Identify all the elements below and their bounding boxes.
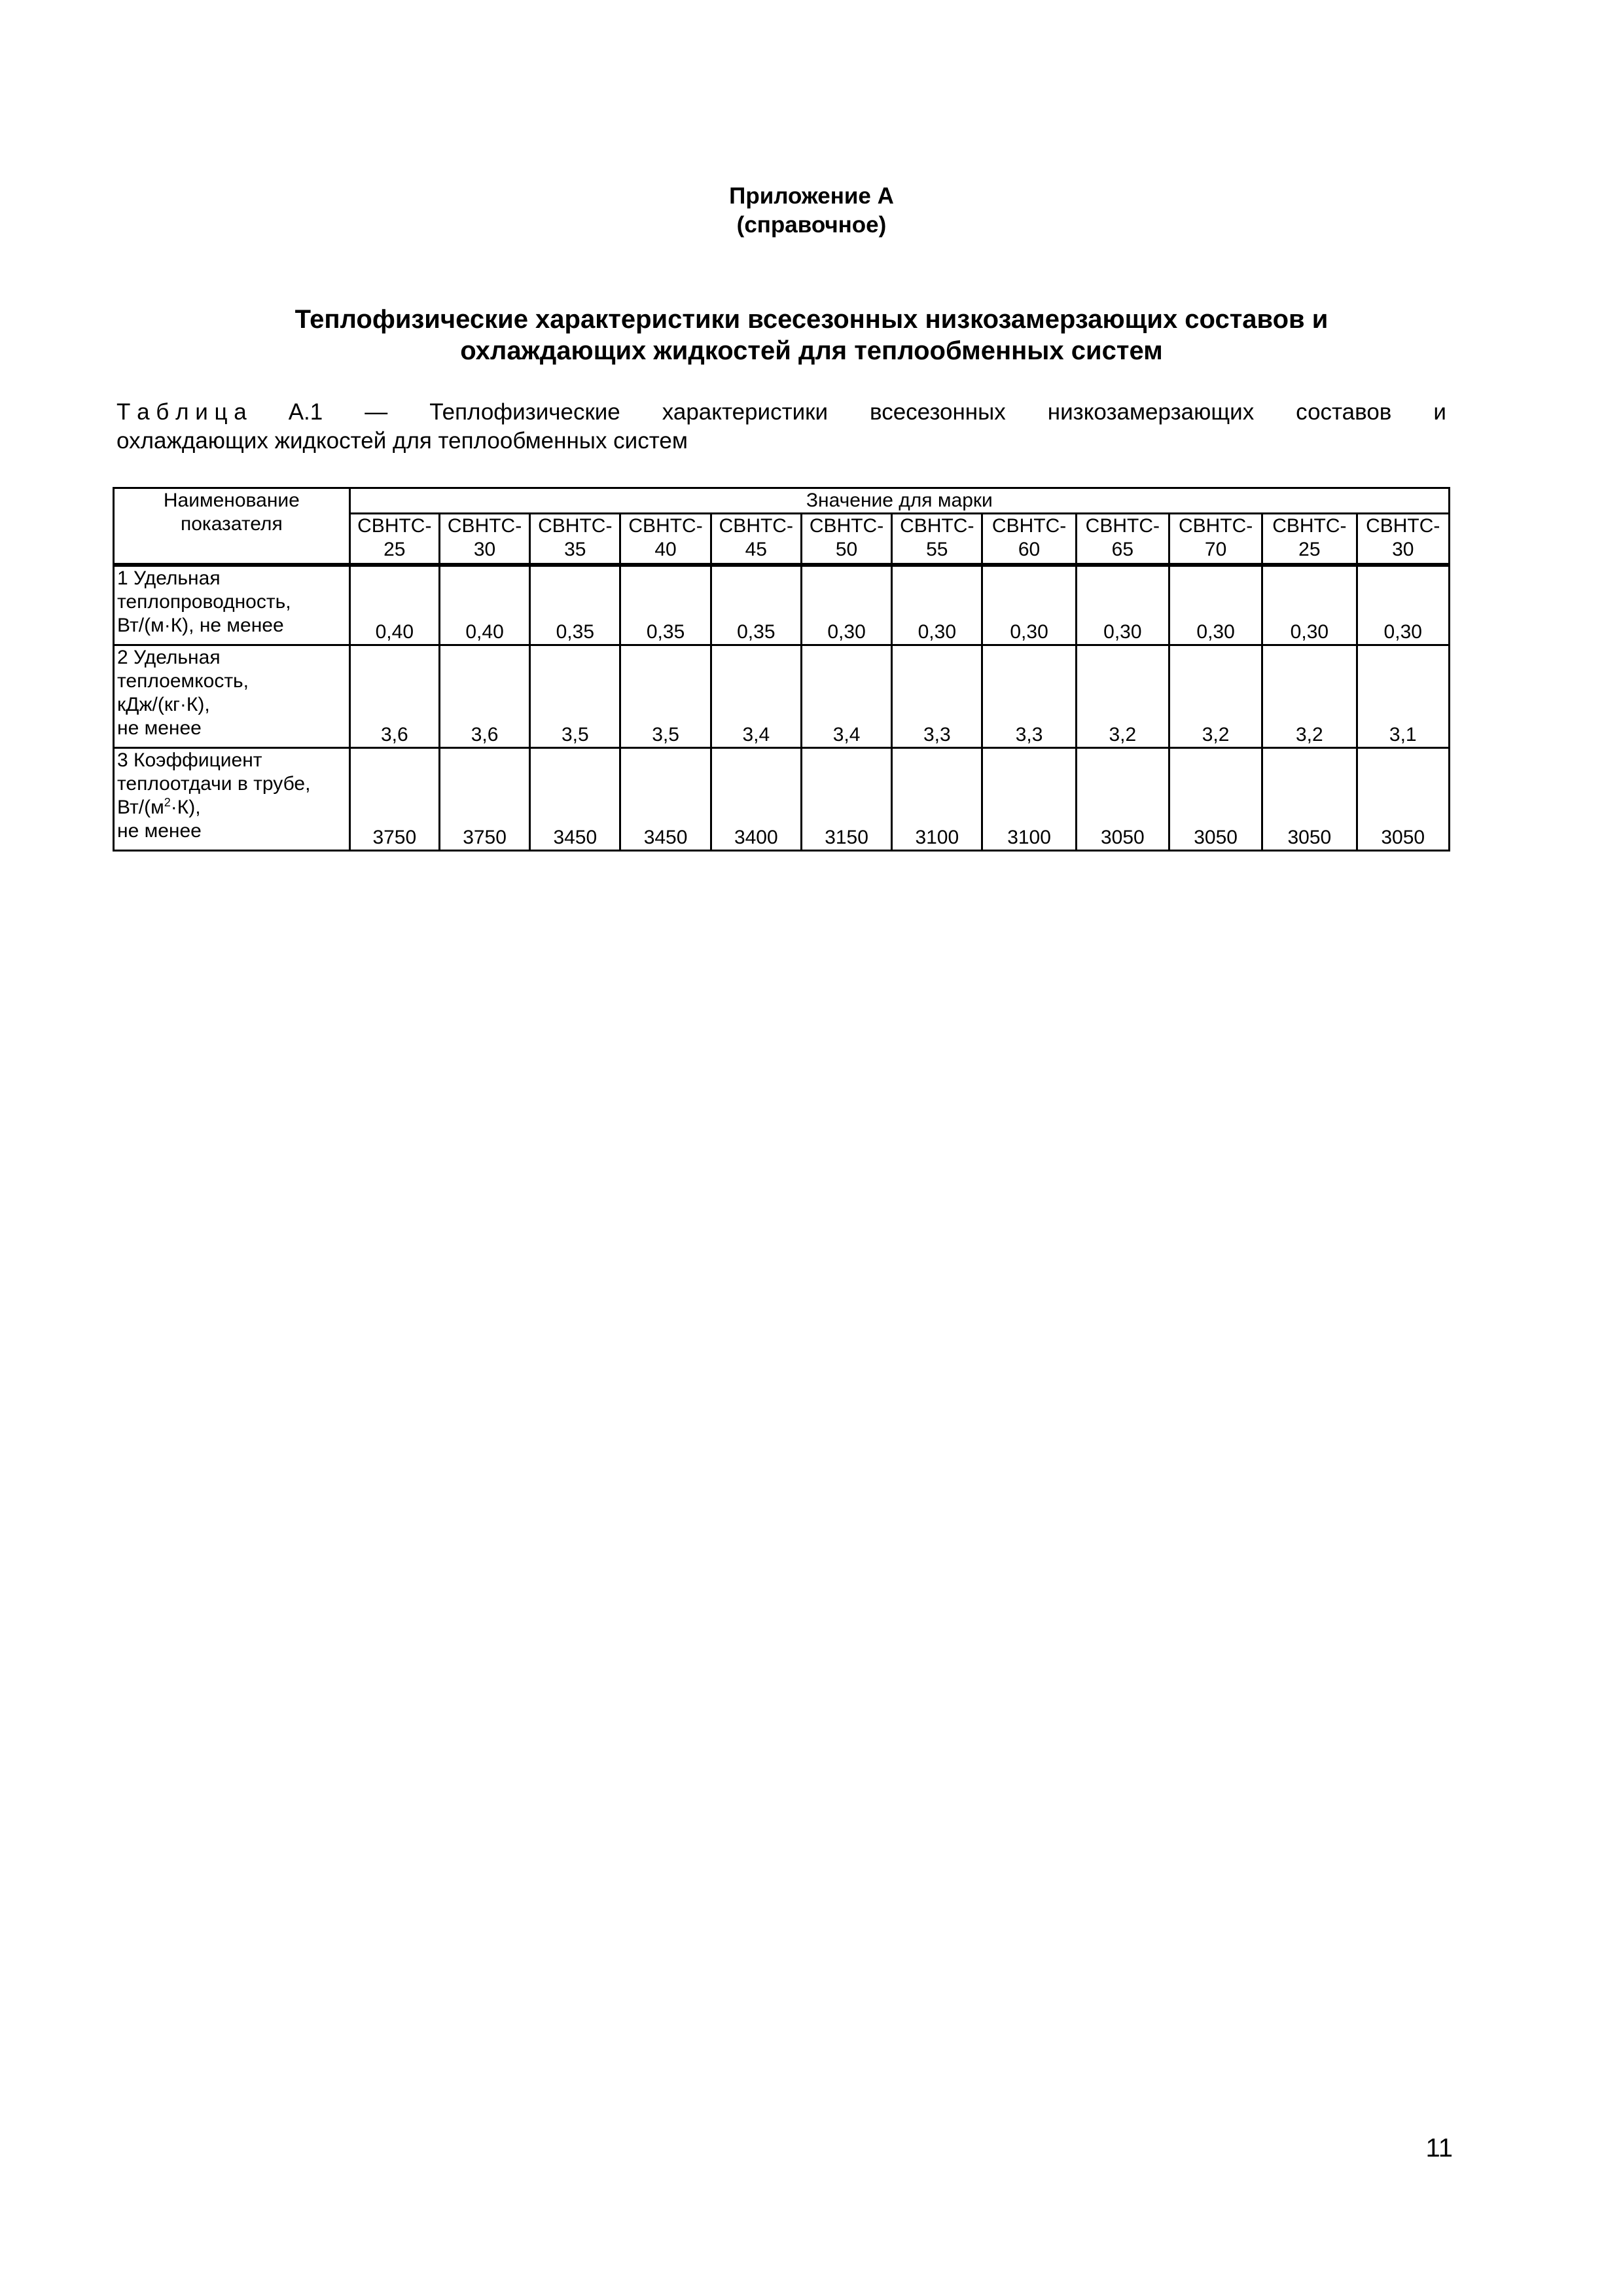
brand-column-header: СВНТС- 35 [530, 514, 620, 565]
brand-column-header: СВНТС- 55 [892, 514, 982, 565]
caption-word: характеристики [662, 399, 829, 425]
table-caption-line-2: охлаждающих жидкостей для теплообменных систем [116, 428, 688, 454]
table-cell: 3050 [1076, 748, 1169, 851]
table-cell: 0,40 [349, 565, 439, 645]
table-row [114, 748, 1450, 851]
caption-word: Т а б л и ц а [116, 399, 247, 425]
appendix-subtitle: (справочное) [736, 212, 887, 238]
row-label: 1 Удельная теплопроводность, Вт/(м·К), не менее [114, 565, 350, 645]
document-title-line-1: Теплофизические характеристики всесезонных низкозамерзающих составов и [294, 305, 1329, 334]
table-cell: 3,2 [1169, 645, 1262, 748]
appendix-title: Приложение А [729, 183, 894, 209]
table-caption [116, 398, 1446, 456]
name-header-line-2: показателя [181, 513, 283, 535]
brand-column-header: СВНТС- 25 [349, 514, 439, 565]
caption-word: Теплофизические [429, 399, 620, 425]
table-cell: 0,30 [1169, 565, 1262, 645]
caption-word: всесезонных [870, 399, 1006, 425]
table-cell: 3,3 [982, 645, 1076, 748]
brand-column-header: СВНТС- 30 [1357, 514, 1450, 565]
page-number: 11 [1425, 2134, 1453, 2162]
document-title-line-2: охлаждающих жидкостей для теплообменных систем [460, 336, 1163, 365]
table-cell: 3,2 [1262, 645, 1357, 748]
table-cell: 3450 [530, 748, 620, 851]
table-cell: 0,30 [982, 565, 1076, 645]
table-cell: 0,40 [439, 565, 529, 645]
table-cell: 3,1 [1357, 645, 1450, 748]
table-cell: 0,35 [620, 565, 711, 645]
table-cell: 3750 [349, 748, 439, 851]
brand-column-header: СВНТС- 60 [982, 514, 1076, 565]
table-cell: 3400 [711, 748, 801, 851]
table-cell: 0,30 [801, 565, 891, 645]
name-header-line-1: Наименование [163, 490, 300, 511]
table-row [114, 565, 1450, 645]
name-column-header [114, 488, 350, 565]
row-label: 3 Коэффициент теплоотдачи в трубе, $Вт/(м^2\cdot К)$, не менее [114, 748, 350, 851]
brand-column-header: СВНТС- 25 [1262, 514, 1357, 565]
table-cell: 3,6 [439, 645, 529, 748]
table-cell: 3,4 [711, 645, 801, 748]
caption-word: составов [1296, 399, 1392, 425]
document-title [0, 304, 1623, 367]
brand-column-header: СВНТС- 50 [801, 514, 891, 565]
appendix-heading [0, 182, 1623, 240]
table-caption-line-1 [116, 398, 1446, 427]
table-cell: 3050 [1262, 748, 1357, 851]
table-cell: 0,30 [1262, 565, 1357, 645]
table-cell: 3,4 [801, 645, 891, 748]
brand-group-header: Значение для марки [349, 488, 1449, 514]
table-cell: 3,6 [349, 645, 439, 748]
table-cell: 3100 [892, 748, 982, 851]
brand-column-header: СВНТС- 40 [620, 514, 711, 565]
brand-column-header: СВНТС- 30 [439, 514, 529, 565]
table-cell: 3050 [1357, 748, 1450, 851]
table-cell: 0,30 [892, 565, 982, 645]
table-cell: 3150 [801, 748, 891, 851]
caption-word: низкозамерзающих [1047, 399, 1255, 425]
caption-word: и [1433, 399, 1446, 425]
table-cell: 3100 [982, 748, 1076, 851]
table-cell: 3050 [1169, 748, 1262, 851]
row-label: 2 Удельная теплоемкость, кДж/(кг·К), не менее [114, 645, 350, 748]
table-cell: 0,35 [530, 565, 620, 645]
table-cell: 3,2 [1076, 645, 1169, 748]
properties-table [113, 487, 1450, 852]
table-cell: 3450 [620, 748, 711, 851]
table-cell: 0,30 [1076, 565, 1169, 645]
brand-column-header: СВНТС- 45 [711, 514, 801, 565]
caption-word: — [365, 399, 388, 425]
table-cell: 0,30 [1357, 565, 1450, 645]
table-cell: 3,3 [892, 645, 982, 748]
brand-column-header: СВНТС- 65 [1076, 514, 1169, 565]
table-cell: 3,5 [530, 645, 620, 748]
table-cell: 3750 [439, 748, 529, 851]
table-cell: 0,35 [711, 565, 801, 645]
table-cell: 3,5 [620, 645, 711, 748]
table-row [114, 645, 1450, 748]
brand-column-header: СВНТС- 70 [1169, 514, 1262, 565]
caption-word: А.1 [288, 399, 323, 425]
